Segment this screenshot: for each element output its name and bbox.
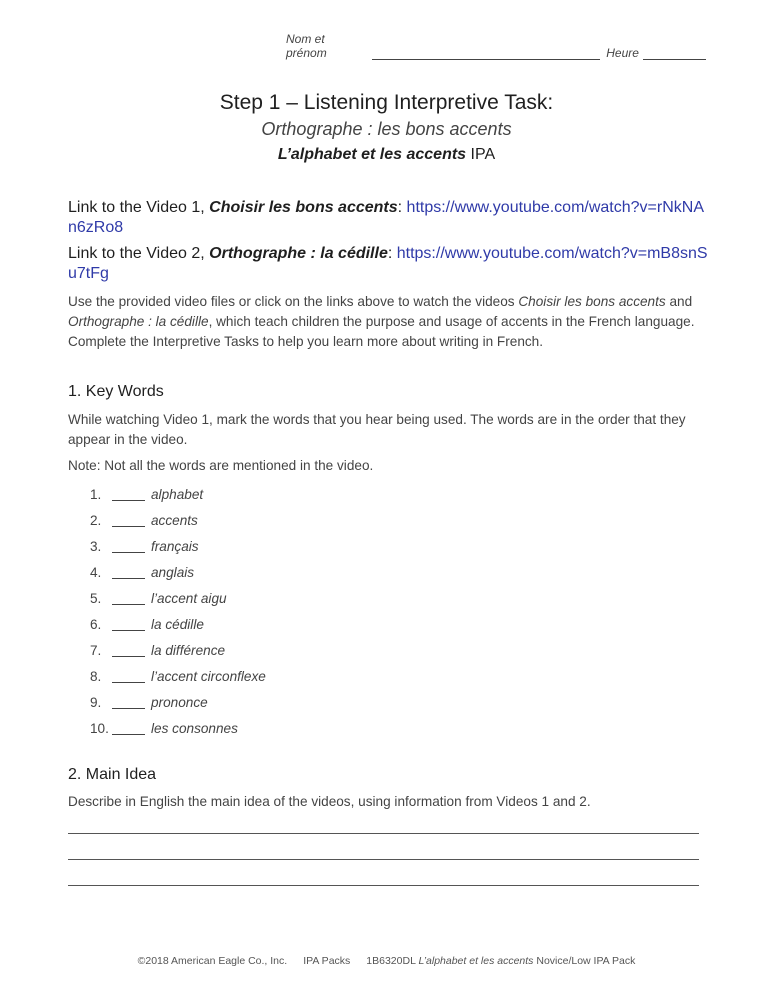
main-idea-heading: 2. Main Idea (68, 766, 157, 783)
pack-title-suffix: IPA (466, 146, 496, 163)
item-number: 2. (90, 512, 102, 528)
key-words-instruction: While watching Video 1, mark the words that you hear being used. The words are in the order that they appear in the video. (68, 412, 686, 447)
footer-pack: IPA Packs (303, 955, 351, 967)
item-number: 9. (90, 694, 102, 710)
video1-colon: : (397, 199, 407, 216)
answer-line-3[interactable] (68, 885, 699, 886)
name-label: Nom et prénom (286, 32, 327, 60)
list-item (90, 637, 390, 663)
item-number: 5. (90, 590, 102, 606)
key-words-heading: 1. Key Words (68, 383, 164, 400)
video2-link-block (68, 244, 708, 284)
main-idea-description: Describe in English the main idea of the videos, using information from Videos 1 and 2. (68, 794, 591, 809)
answer-blank[interactable] (112, 721, 145, 735)
item-number: 10. (90, 720, 109, 736)
item-word: alphabet (151, 486, 204, 502)
answer-blank[interactable] (112, 617, 145, 631)
answer-blank[interactable] (112, 565, 145, 579)
key-words-note: Note: Not all the words are mentioned in the video. (68, 458, 374, 473)
answer-blank[interactable] (112, 695, 145, 709)
intro-text-3: , which teach children the purpose and usage of accents in the French language. Complete the Interpretive Tasks to help you learn more about writing in French. (68, 314, 695, 349)
name-time-header (286, 32, 706, 60)
intro-video2: Orthographe : la cédille (68, 314, 209, 329)
item-number: 8. (90, 668, 102, 684)
item-word: l’accent aigu (151, 590, 227, 606)
list-item (90, 611, 390, 637)
video1-url-link[interactable]: https://www.youtube.com/watch?v=rNkNAn6zRo8 (68, 199, 704, 236)
footer-copyright: ©2018 American Eagle Co., Inc. (137, 955, 288, 967)
time-label: Heure (606, 46, 639, 60)
list-item (90, 663, 390, 689)
page-title: Step 1 – Listening Interpretive Task: (219, 91, 554, 114)
answer-blank[interactable] (112, 643, 145, 657)
footer-code: 1B6320DL (366, 955, 419, 967)
video2-colon: : (387, 245, 397, 262)
video1-link-block (68, 198, 708, 238)
item-number: 6. (90, 616, 102, 632)
answer-blank[interactable] (112, 513, 145, 527)
list-item (90, 533, 390, 559)
page-subtitle: Orthographe : les bons accents (261, 119, 512, 139)
time-blank[interactable] (643, 47, 706, 60)
video2-url-link[interactable]: https://www.youtube.com/watch?v=mB8snSu7tFg (68, 245, 708, 282)
item-word: anglais (151, 564, 195, 580)
intro-paragraph (68, 292, 708, 352)
answer-blank[interactable] (112, 669, 145, 683)
item-word: français (151, 538, 199, 554)
list-item (90, 715, 390, 741)
item-number: 4. (90, 564, 102, 580)
item-word: accents (151, 512, 198, 528)
list-item (90, 507, 390, 533)
item-word: la cédille (151, 616, 204, 632)
page-footer (0, 955, 773, 967)
list-item (90, 585, 390, 611)
item-word: la différence (151, 642, 226, 658)
list-item (90, 559, 390, 585)
item-word: prononce (151, 694, 208, 710)
list-item (90, 689, 390, 715)
footer-level: Novice/Low IPA Pack (533, 955, 636, 967)
item-number: 7. (90, 642, 102, 658)
intro-text-1: Use the provided video files or click on the links above to watch the videos (68, 294, 519, 309)
pack-title (0, 146, 773, 164)
item-number: 3. (90, 538, 102, 554)
intro-text-2: and (665, 294, 693, 309)
answer-blank[interactable] (112, 487, 145, 501)
key-words-list (90, 481, 390, 741)
answer-blank[interactable] (112, 539, 145, 553)
answer-line-2[interactable] (68, 859, 699, 860)
list-item (90, 481, 390, 507)
video1-link-prefix: Link to the Video 1, (68, 199, 210, 216)
answer-line-1[interactable] (68, 833, 699, 834)
footer-pack-name: L’alphabet et les accents (418, 955, 534, 967)
intro-video1: Choisir les bons accents (518, 294, 666, 309)
name-blank[interactable] (372, 47, 601, 60)
pack-title-italic: L’alphabet et les accents (277, 146, 467, 163)
item-word: les consonnes (151, 720, 238, 736)
item-word: l’accent circonflexe (151, 668, 266, 684)
video2-title: Orthographe : la cédille (209, 245, 388, 262)
video1-title: Choisir les bons accents (209, 199, 398, 216)
answer-blank[interactable] (112, 591, 145, 605)
item-number: 1. (90, 486, 102, 502)
video2-link-prefix: Link to the Video 2, (68, 245, 210, 262)
